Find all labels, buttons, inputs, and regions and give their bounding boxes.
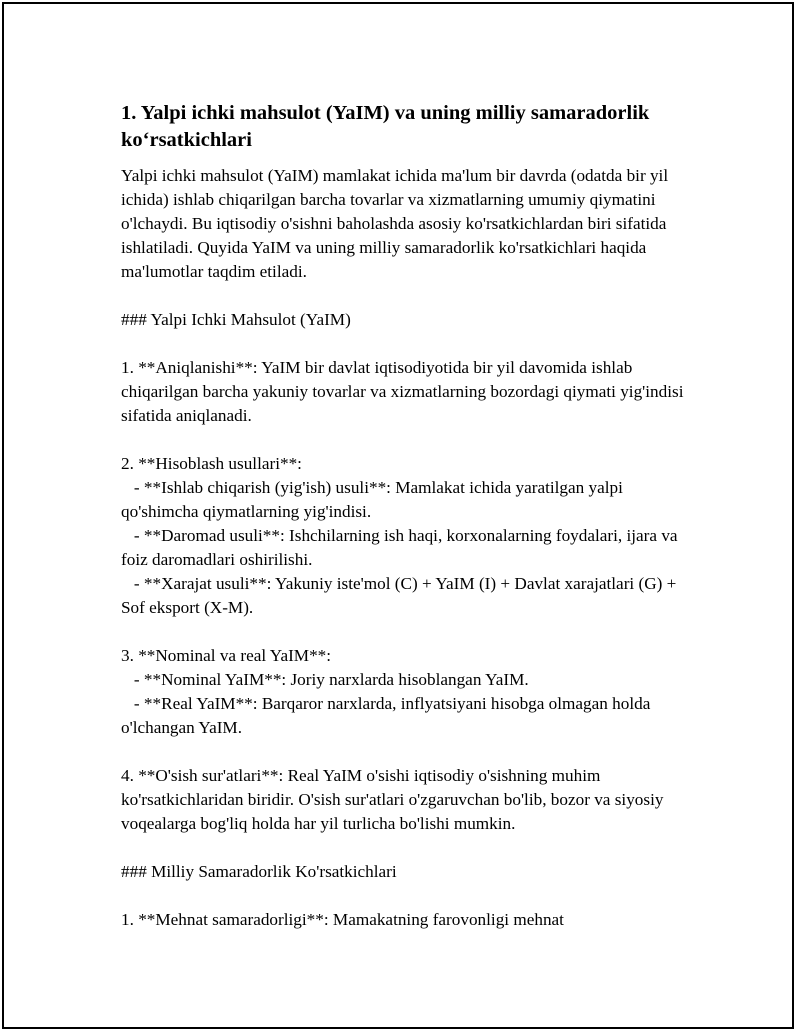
section-heading-samaradorlik: ### Milliy Samaradorlik Ko'rsatkichlari — [121, 862, 397, 881]
sub-item-real — [121, 692, 691, 740]
document-title: 1. Yalpi ichki mahsulot (YaIM) va uning milliy samaradorlik ko‘rsatkichlari — [121, 102, 650, 151]
sub-item-text: - **Real YaIM**: Barqaror narxlarda, inflyatsiyani hisobga olmagan holda o'lchangan YaIM. — [121, 694, 655, 737]
intro-paragraph: Yalpi ichki mahsulot (YaIM) mamlakat ichida ma'lum bir davrda (odatda bir yil ichida) ishlab chiqarilgan barcha tovarlar va xizmatlarning umumiy qiymatini o'lchaydi. Bu iqtisodiy o'sishni baholashda asosiy ko'rsatkichlardan biri sifatida ishlatiladi. Quyida YaIM va uning milliy samaradorlik ko'rsatkichlari haqida ma'lumotlar taqdim etiladi. — [121, 166, 669, 281]
document-page — [2, 2, 794, 1029]
sub-item-nominal — [121, 668, 691, 692]
list-item-head: 2. **Hisoblash usullari**: — [121, 454, 302, 473]
section-heading-yaim: ### Yalpi Ichki Mahsulot (YaIM) — [121, 310, 351, 329]
sub-item-text: - **Ishlab chiqarish (yig'ish) usuli**: Mamlakat ichida yaratilgan yalpi qo'shimcha qiymatlarning yig'indisi. — [121, 478, 628, 521]
list-item-aniqlanishi: 1. **Aniqlanishi**: YaIM bir davlat iqtisodiyotida bir yil davomida ishlab chiqarilgan barcha yakuniy tovarlar va xizmatlarning bozordagi qiymati yig'indisi sifatida aniqlanadi. — [121, 358, 684, 425]
sub-item-text: - **Daromad usuli**: Ishchilarning ish haqi, korxonalarning foydalari, ijara va foiz daromadlari oshirilishi. — [121, 526, 682, 569]
list-item-mehnat-samaradorligi: 1. **Mehnat samaradorligi**: Mamakatning farovonligi mehnat — [121, 910, 564, 929]
sub-item-text: - **Nominal YaIM**: Joriy narxlarda hisoblangan YaIM. — [121, 670, 529, 689]
list-item-hisoblash-usullari — [121, 452, 691, 620]
sub-item-text: - **Xarajat usuli**: Yakuniy iste'mol (C) + YaIM (I) + Davlat xarajatlari (G) + Sof eksport (X-M). — [121, 574, 681, 617]
list-item-head: 3. **Nominal va real YaIM**: — [121, 646, 332, 665]
document-body — [121, 100, 691, 956]
sub-item-daromad — [121, 524, 691, 572]
sub-item-ishlab-chiqarish — [121, 476, 691, 524]
list-item-nominal-real — [121, 644, 691, 740]
list-item-osish-suratlari: 4. **O'sish sur'atlari**: Real YaIM o'sishi iqtisodiy o'sishning muhim ko'rsatkichlaridan biridir. O'sish sur'atlari o'zgaruvchan bo'lib, bozor va siyosiy voqealarga bog'liq holda har yil turlicha bo'lishi mumkin. — [121, 766, 664, 833]
sub-item-xarajat — [121, 572, 691, 620]
